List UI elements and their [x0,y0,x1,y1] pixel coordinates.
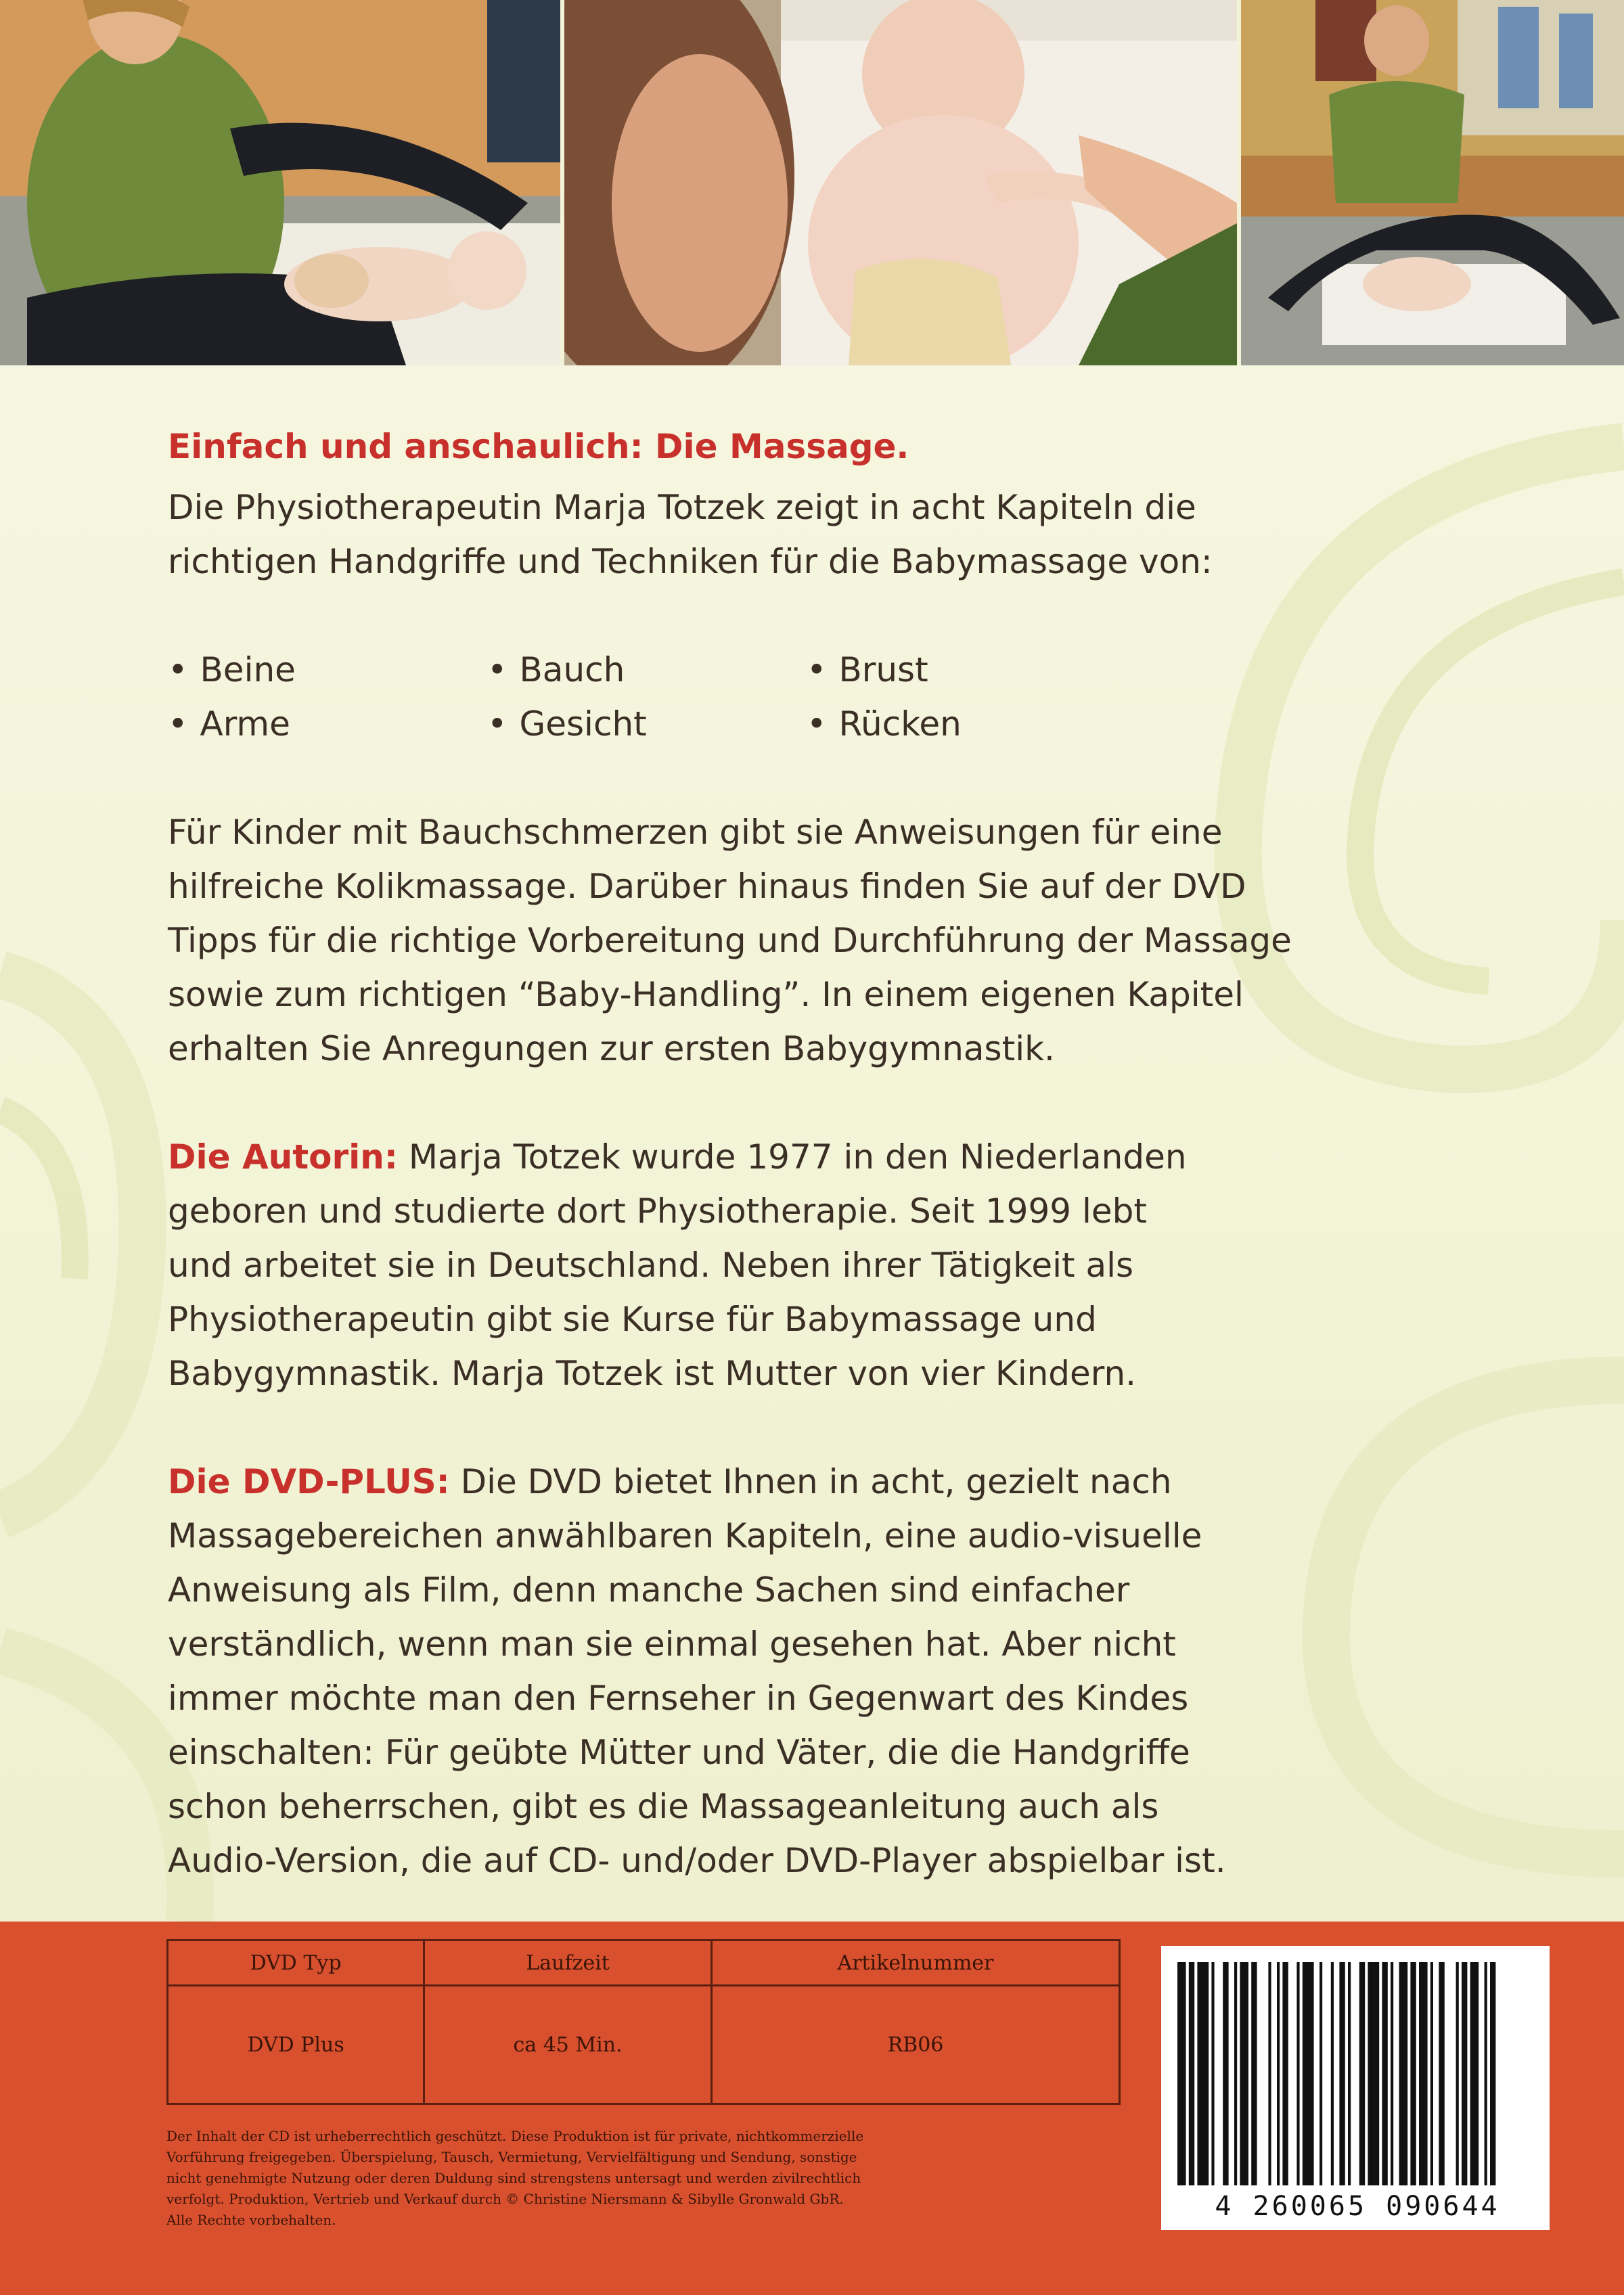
barcode-bar [1331,1962,1334,2185]
list-item-bauch: • Bauch [487,643,807,697]
barcode-bar [1303,1962,1314,2185]
barcode-bar [1456,1962,1459,2185]
author-paragraph-line: Babygymnastik. Marja Totzek ist Mutter von vier Kindern. [168,1354,1137,1393]
barcode-bar [1430,1962,1433,2185]
barcode-bar [1223,1962,1228,2185]
author-paragraph-line: Die Autorin: Marja Totzek wurde 1977 in den Niederlanden [168,1137,1187,1177]
dvd-plus-paragraph-line: Massagebereichen anwählbaren Kapiteln, eine audio-visuelle [168,1516,1202,1555]
barcode-bar [1240,1962,1248,2185]
barcode-bar [1382,1962,1387,2185]
dvd-plus-paragraph-line: Die DVD-PLUS: Die DVD bietet Ihnen in acht, gezielt nach [168,1462,1172,1501]
table-row [168,1986,1120,2104]
table-cell-laufzeit: ca 45 Min. [424,1986,712,2104]
table-cell-artikelnummer: RB06 [711,1986,1119,2104]
legal-line: Vorführung freigegeben. Überspielung, Tausch, Vermietung, Vervielfältigung und Sendung, sonstige [166,2149,857,2165]
dvd-plus-paragraph-line: immer möchte man den Fernseher in Gegenwart des Kindes [168,1679,1189,1718]
legal-notice [166,2126,1127,2231]
intro-headline: Einfach und anschaulich: Die Massage. [168,427,909,466]
legal-line: Alle Rechte vorbehalten. [166,2212,336,2228]
photo-strip [0,0,1624,365]
table-header-laufzeit: Laufzeit [424,1940,712,1986]
barcode-graphic [1161,1946,1550,2230]
barcode-bar [1177,1962,1186,2185]
author-paragraph-line: geboren und studierte dort Physiotherapie. Seit 1999 lebt [168,1191,1147,1231]
description-text [168,419,1453,1888]
barcode-bar [1282,1962,1288,2185]
description-panel [0,365,1624,1922]
barcode-bar [1339,1962,1345,2185]
barcode-bar [1419,1962,1428,2185]
barcode-bar [1439,1962,1444,2185]
list-item-ruecken: • Rücken [807,697,1126,751]
barcode-number: 4 260065 090644 [1215,2191,1500,2222]
barcode-bar [1485,1962,1487,2185]
photo-mother-kneeling-with-baby [1241,0,1624,365]
list-item-arme: • Arme [168,697,487,751]
list-item-gesicht: • Gesicht [487,697,807,751]
intro-line: Die Physiotherapeutin Marja Totzek zeigt in acht Kapiteln die [168,488,1196,527]
dvd-plus-paragraph-line: einschalten: Für geübte Mütter und Väter, die die Handgriffe [168,1733,1190,1772]
barcode-bar [1359,1962,1365,2185]
table-header-dvd-typ: DVD Typ [168,1940,424,1986]
dvd-plus-paragraph-line: verständlich, wenn man sie einmal gesehen hat. Aber nicht [168,1624,1176,1664]
barcode [1161,1946,1550,2230]
barcode-bar [1189,1962,1194,2185]
body-parts-list [168,643,1453,751]
intro-line: richtigen Handgriffe und Techniken für die Babymassage von: [168,542,1213,581]
barcode-bar [1234,1962,1237,2185]
photo-baby-closeup [564,0,1237,365]
barcode-bar [1399,1962,1408,2185]
table-cell-dvd-typ: DVD Plus [168,1986,424,2104]
colic-paragraph-line: Für Kinder mit Bauchschmerzen gibt sie Anweisungen für eine [168,813,1223,852]
barcode-bar [1251,1962,1257,2185]
barcode-bar [1277,1962,1280,2185]
barcode-bar [1211,1962,1214,2185]
barcode-bar [1368,1962,1379,2185]
author-label: Die Autorin: [168,1137,398,1177]
colic-paragraph-line: hilfreiche Kolikmassage. Darüber hinaus finden Sie auf der DVD [168,867,1246,906]
barcode-bar [1348,1962,1351,2185]
table-header-artikelnummer: Artikelnummer [711,1940,1119,1986]
barcode-bar [1391,1962,1393,2185]
dvd-plus-paragraph-line: Anweisung als Film, denn manche Sachen sind einfacher [168,1570,1130,1610]
photo-mother-massaging-baby-on-floor [0,0,560,365]
dvd-plus-paragraph-line: schon beherrschen, gibt es die Massageanleitung auch als [168,1787,1159,1826]
author-paragraph-line: Physiotherapeutin gibt sie Kurse für Babymassage und [168,1300,1097,1339]
table-header-row [168,1940,1120,1986]
colic-paragraph-line: erhalten Sie Anregungen zur ersten Babygymnastik. [168,1029,1055,1068]
barcode-bar [1197,1962,1209,2185]
barcode-bar [1462,1962,1467,2185]
product-info-table [166,1939,1121,2105]
colic-paragraph-line: Tipps für die richtige Vorbereitung und Durchführung der Massage [168,921,1292,960]
barcode-bar [1410,1962,1416,2185]
barcode-bar [1296,1962,1299,2185]
colic-paragraph-line: sowie zum richtigen “Baby-Handling”. In einem eigenen Kapitel [168,975,1244,1014]
list-item-brust: • Brust [807,643,1126,697]
barcode-bar [1490,1962,1495,2185]
list-item-beine: • Beine [168,643,487,697]
legal-line: nicht genehmigte Nutzung oder deren Duldung sind strengstens untersagt und werden zivilrechtlich [166,2170,861,2186]
dvd-plus-label: Die DVD-PLUS: [168,1462,450,1501]
barcode-bar [1470,1962,1479,2185]
dvd-plus-paragraph-line: Audio-Version, die auf CD- und/oder DVD-Player abspielbar ist. [168,1841,1226,1880]
legal-line: verfolgt. Produktion, Vertrieb und Verkauf durch © Christine Niersmann & Sibylle Gronwald GbR. [166,2191,844,2207]
barcode-bar [1268,1962,1271,2185]
author-paragraph-line: und arbeitet sie in Deutschland. Neben ihrer Tätigkeit als [168,1246,1134,1285]
footer-band [0,1922,1624,2295]
legal-line: Der Inhalt der CD ist urheberrechtlich geschützt. Diese Produktion ist für private, nichtkommerzielle [166,2128,864,2144]
barcode-bar [1320,1962,1322,2185]
